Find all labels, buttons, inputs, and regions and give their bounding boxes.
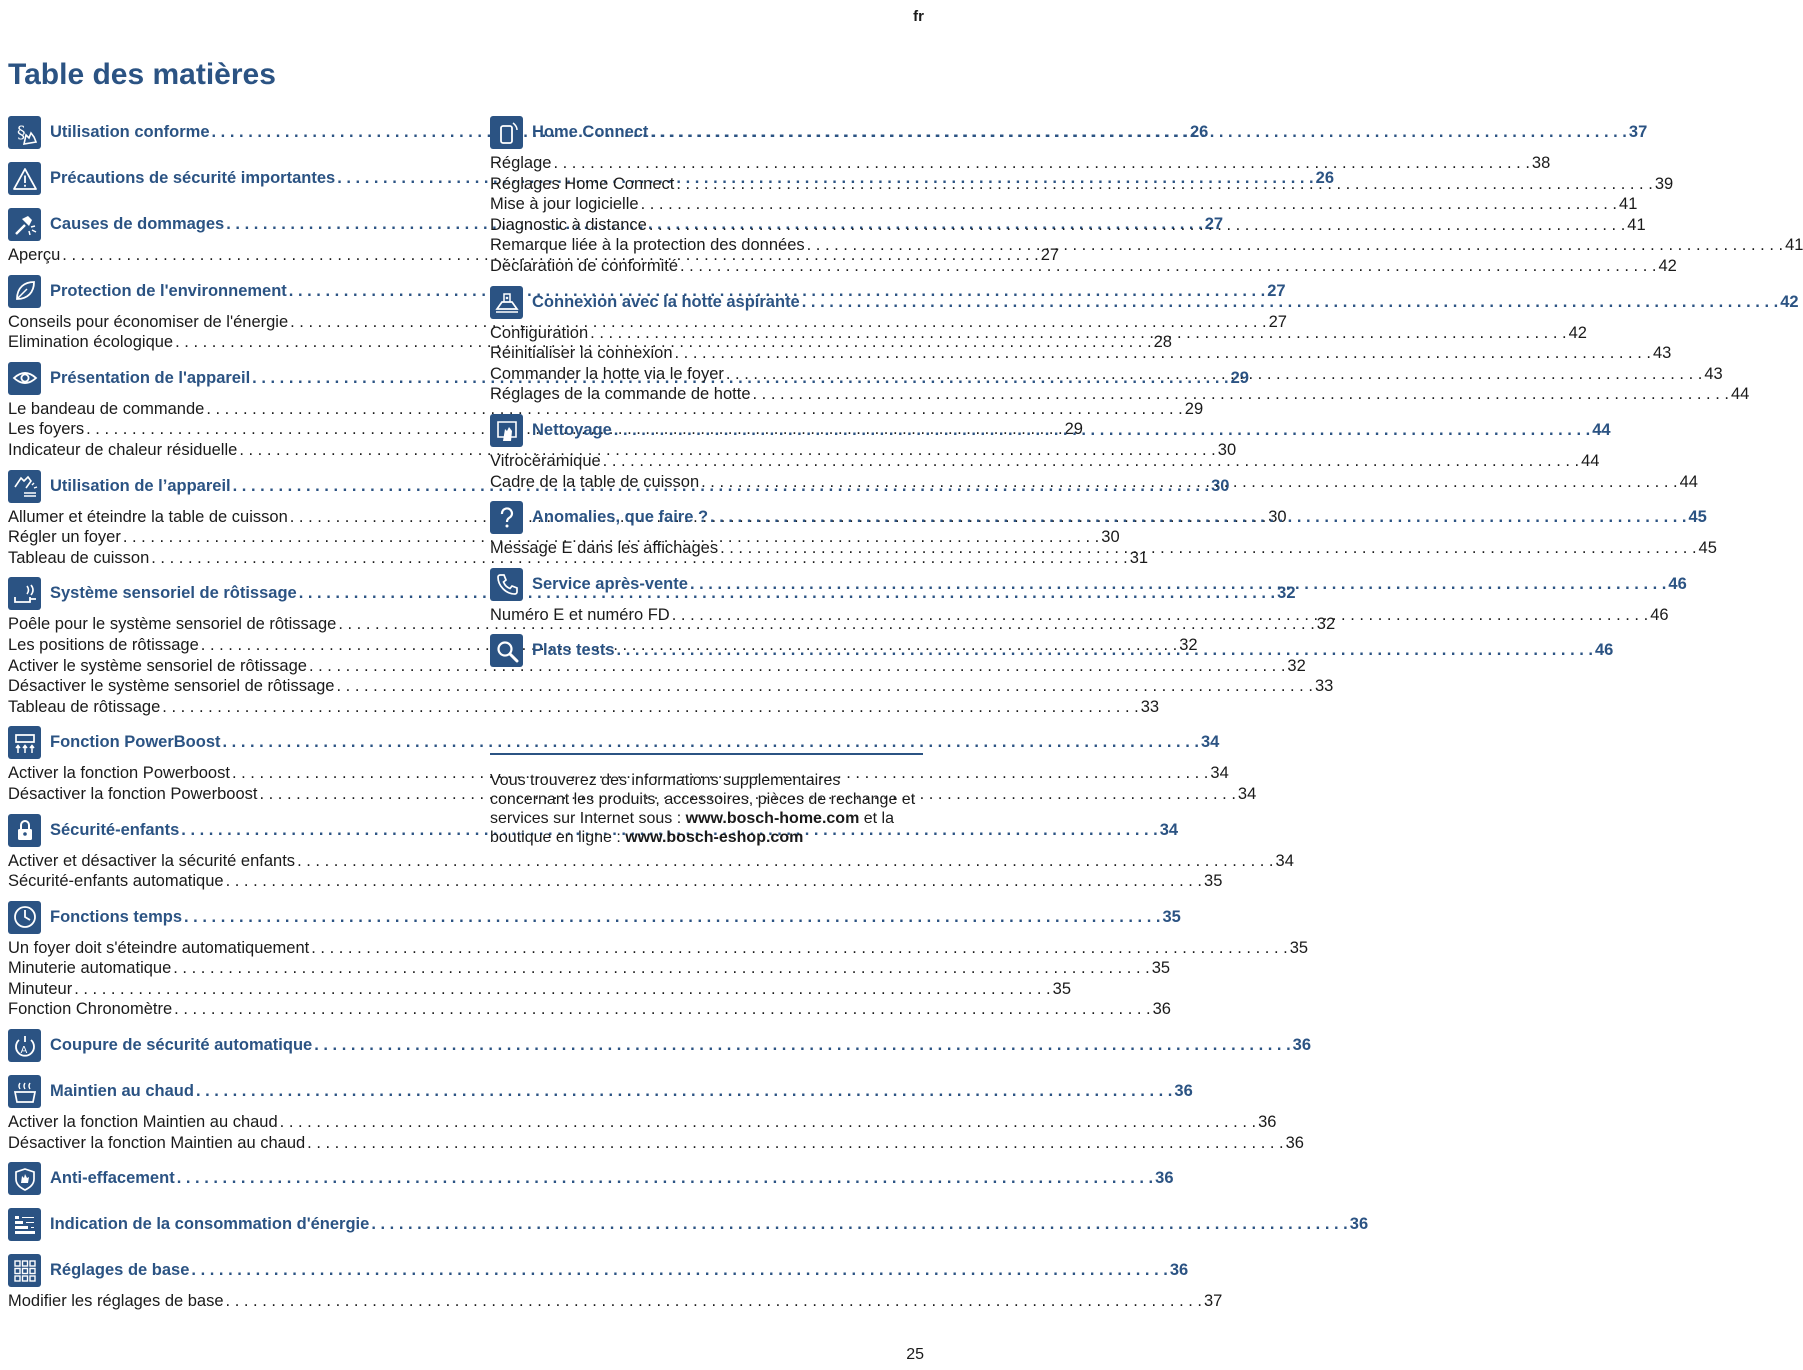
dot-leader (191, 1261, 1167, 1280)
toc-entry[interactable] (8, 1112, 1277, 1133)
toc-heading-page: 34 (1159, 820, 1179, 839)
toc-entry[interactable] (8, 399, 1204, 420)
toc-heading-page: 32 (1277, 584, 1296, 603)
toc-entry-label: Commander la hotte via le foyer (490, 364, 724, 383)
toc-heading-title: Indication de la consommation d'énergie (50, 1215, 370, 1234)
toc-heading-title: Utilisation de l’appareil (50, 476, 231, 495)
toc-entry-label: Allumer et éteindre la table de cuisson (8, 507, 288, 526)
toc-entry[interactable] (8, 676, 1334, 697)
toc-heading-page: 44 (1592, 420, 1611, 439)
toc-heading-page: 26 (1315, 169, 1334, 187)
dot-leader (223, 733, 1199, 752)
toc-entry-page: 36 (1152, 1000, 1171, 1019)
svg-text:A: A (20, 1044, 27, 1056)
toc-entry[interactable] (490, 194, 1638, 215)
dot-leader (690, 575, 1666, 594)
note-link-eshop[interactable]: www.bosch-eshop.com (625, 829, 804, 846)
dot-leader (672, 605, 1648, 626)
toc-entry-label: Le bandeau de commande (8, 399, 205, 418)
toc-entry-label: Désactiver la fonction Maintien au chaud (8, 1133, 306, 1152)
toc-entry-page: 29 (1184, 399, 1204, 418)
dot-leader (297, 851, 1273, 872)
toc-heading-page: 42 (1780, 292, 1799, 311)
toc-section-reglages-de-base (8, 1250, 1223, 1312)
dot-leader (676, 174, 1652, 195)
magnifier-icon (490, 634, 523, 667)
toc-heading-title: Fonctions temps (50, 907, 183, 926)
toc-entry-page: 33 (1314, 677, 1334, 696)
dot-leader (162, 697, 1138, 718)
toc-section-heading[interactable] (8, 1250, 1189, 1291)
toc-entry-page: 38 (1531, 154, 1551, 172)
toc-entry-page: 44 (1730, 385, 1750, 404)
toc-section-heading[interactable] (8, 1158, 1174, 1199)
toc-entry[interactable] (8, 763, 1229, 784)
toc-heading-line[interactable] (532, 508, 1707, 527)
page-number: 25 (906, 1346, 924, 1363)
toc-section-coupure-de-securite-automatique (8, 1025, 1312, 1066)
toc-heading-title: Protection de l'environnement (50, 281, 287, 300)
toc-heading-page: 26 (1189, 123, 1209, 141)
toc-heading-line[interactable] (532, 123, 1647, 142)
toc-entry-page: 34 (1237, 784, 1257, 803)
toc-heading-line[interactable] (50, 1261, 1188, 1280)
toc-entry-page: 37 (1204, 1292, 1223, 1311)
toc-entry[interactable] (490, 256, 1677, 277)
toc-heading-page: 36 (1169, 1261, 1189, 1280)
toc-entry-label: Désactiver le système sensoriel de rôtissage (8, 677, 335, 696)
dot-leader (174, 999, 1150, 1020)
toc-heading-page: 36 (1155, 1169, 1174, 1188)
keep-warm-pot-icon (8, 1075, 41, 1108)
toc-entry-page: 44 (1679, 472, 1698, 491)
toc-section-heading[interactable] (8, 1025, 1312, 1066)
toc-entry-page: 28 (1153, 333, 1172, 352)
toc-entry-label: Sécurité-enfants automatique (8, 872, 224, 891)
toc-entry-label: Mise à jour logicielle (490, 195, 639, 214)
toc-entry-label: Message E dans les affichages (490, 539, 719, 558)
toc-entry-label: Réglages de la commande de hotte (490, 385, 751, 404)
toc-heading-title: Précautions de sécurité importantes (50, 169, 336, 187)
toc-heading-title: Coupure de sécurité automatique (50, 1036, 313, 1055)
toc-entry-page: 35 (1151, 959, 1171, 978)
toc-entry[interactable] (490, 384, 1750, 405)
energy-bars-icon (8, 1208, 41, 1241)
dot-leader (603, 451, 1579, 472)
toc-entry-page: 30 (1101, 528, 1120, 547)
toc-heading-title: Réglages de base (50, 1261, 190, 1280)
dot-leader (226, 871, 1202, 892)
paragraph-hand-icon (8, 116, 41, 149)
toc-entry-label: Activer le système sensoriel de rôtissage (8, 656, 307, 675)
grid-settings-icon (8, 1254, 41, 1287)
dot-leader (726, 364, 1702, 385)
toc-entry-page: 29 (1064, 420, 1083, 439)
toc-entry[interactable] (8, 1291, 1223, 1312)
toc-entry-label: Réglages Home Connect (490, 174, 675, 193)
dot-leader (280, 1112, 1256, 1133)
toc-entry-page: 36 (1258, 1113, 1277, 1132)
toc-entry-label: Activer la fonction Powerboost (8, 764, 230, 783)
toc-entry[interactable] (8, 851, 1294, 872)
toc-heading-page: 34 (1200, 733, 1220, 752)
toc-heading-line[interactable] (50, 1036, 1311, 1055)
dot-leader (177, 1169, 1153, 1188)
dot-leader (553, 153, 1529, 174)
toc-heading-page: 29 (1230, 368, 1249, 387)
toc-entry-page: 31 (1129, 548, 1149, 567)
toc-heading-title: Anti-effacement (50, 1169, 175, 1188)
dot-leader (307, 1133, 1283, 1154)
toc-entry[interactable] (490, 451, 1600, 472)
toc-section-indication-de-la-consommation-d-energie (8, 1204, 1369, 1245)
toc-heading-title: Nettoyage (532, 420, 612, 439)
toc-section-heading[interactable] (8, 1204, 1369, 1245)
toc-entry-label: Activer la fonction Maintien au chaud (8, 1113, 278, 1132)
dot-leader (710, 508, 1686, 527)
toc-entry[interactable] (8, 697, 1160, 718)
toc-entry-label: Poêle pour le système sensoriel de rôtissage (8, 615, 337, 634)
language-tag: fr (913, 8, 924, 25)
toc-heading-page: 46 (1668, 574, 1687, 593)
toc-entry-label: Réglage (490, 154, 552, 172)
phone-icon (490, 568, 523, 601)
toc-heading-title: Sécurité-enfants (50, 820, 180, 839)
toc-heading-line[interactable] (50, 1082, 1193, 1101)
toc-entry-page: 35 (1052, 979, 1072, 998)
toc-entry-page: 39 (1654, 174, 1674, 193)
leaf-icon (8, 275, 41, 308)
toc-heading-page: 36 (1349, 1215, 1369, 1234)
toc-entry-label: Tableau de rôtissage (8, 697, 161, 716)
dot-leader (641, 194, 1617, 215)
toc-heading-page: 36 (1292, 1036, 1312, 1055)
toc-entry-label: Fonction Chronomètre (8, 1000, 173, 1019)
toc-entry[interactable] (8, 979, 1072, 1000)
toc-heading-page: 36 (1174, 1082, 1193, 1101)
dot-leader (675, 343, 1651, 364)
toc-section-anti-effacement (8, 1158, 1174, 1199)
toc-entry[interactable] (8, 871, 1223, 892)
toc-entry-page: 32 (1287, 656, 1306, 675)
dot-leader (196, 1082, 1172, 1101)
toc-section-maintien-au-chaud (8, 1071, 1304, 1153)
eye-icon (8, 362, 41, 395)
divider (490, 753, 923, 755)
note-text-2: et la boutique en ligne : (490, 810, 894, 846)
toc-heading-line[interactable] (532, 641, 1613, 660)
dot-leader (74, 979, 1050, 1000)
toc-heading-page: 27 (1204, 215, 1224, 233)
dot-leader (614, 421, 1590, 440)
dot-leader (336, 676, 1312, 697)
toc-entry-page: 30 (1268, 507, 1287, 526)
toc-entry-page: 30 (1217, 440, 1237, 459)
svg-text:§: § (16, 122, 25, 143)
toc-entry-page: 45 (1698, 539, 1717, 558)
toc-heading-title: Anomalies, que faire ? (532, 508, 709, 527)
toc-heading-title: Utilisation conforme (50, 123, 210, 141)
toc-entry-label: Minuterie automatique (8, 959, 172, 978)
toc-entry-label: Conseils pour économiser de l'énergie (8, 312, 289, 331)
toc-heading-title: Fonction PowerBoost (50, 733, 221, 752)
toc-entry-label: Déclaration de conformité (490, 256, 679, 275)
toc-entry-page: 33 (1140, 697, 1160, 716)
toc-entry[interactable] (8, 527, 1120, 548)
dot-leader (807, 235, 1783, 256)
dot-leader (650, 123, 1626, 142)
toc-entry-page: 34 (1275, 851, 1294, 870)
lock-icon (8, 814, 41, 847)
toc-heading-title: Présentation de l'appareil (50, 368, 251, 387)
toc-heading-line[interactable] (532, 421, 1611, 440)
cleaning-icon (490, 414, 523, 447)
toc-entry-page: 41 (1785, 236, 1803, 255)
home-connect-icon (490, 116, 523, 149)
toc-heading-page: 45 (1688, 508, 1707, 527)
toc-entry-label: Désactiver la fonction Powerboost (8, 784, 258, 803)
toc-entry[interactable] (8, 784, 1257, 805)
toc-entry-label: Vitrocéramique (490, 451, 601, 470)
toc-entry-label: Elimination écologique (8, 333, 174, 352)
info-note (490, 771, 923, 847)
toc-entry-label: Configuration (490, 323, 589, 342)
toc-heading-page: 46 (1595, 641, 1614, 660)
dot-leader (701, 472, 1677, 493)
toc-entry-label: Aperçu (8, 246, 61, 264)
toc-entry-page: 43 (1704, 364, 1723, 383)
toc-entry-label: Modifier les réglages de base (8, 1292, 224, 1311)
toc-heading-line[interactable] (50, 733, 1219, 752)
toc-heading-title: Service après-vente (532, 574, 688, 593)
toc-entry[interactable] (490, 153, 1551, 174)
hand-hob-icon (8, 470, 41, 503)
toc-entry-page: 42 (1568, 323, 1587, 342)
toc-entry[interactable] (490, 343, 1672, 364)
toc-entry-label: Les foyers (8, 420, 85, 439)
toc-heading-line[interactable] (50, 908, 1181, 927)
toc-entry[interactable] (8, 958, 1171, 979)
dot-leader (720, 538, 1696, 559)
toc-heading-page: 27 (1267, 281, 1286, 300)
toc-section-heading[interactable] (8, 1071, 1193, 1112)
hood-icon (490, 286, 523, 319)
toc-heading-title: Home Connect (532, 123, 649, 141)
hand-shield-icon (8, 1162, 41, 1195)
toc-entry-label: Diagnostic à distance (490, 215, 647, 234)
toc-heading-page: 30 (1211, 476, 1230, 495)
toc-entry-label: Réinitialiser la connexion (490, 344, 673, 363)
frying-sensor-icon (8, 577, 41, 610)
toc-entry-label: Un foyer doit s'éteindre automatiquement (8, 938, 310, 957)
toc-entry-label: Les positions de rôtissage (8, 635, 199, 654)
warning-triangle-icon (8, 162, 41, 195)
toc-entry-page: 42 (1658, 256, 1677, 275)
toc-heading-page: 37 (1628, 123, 1648, 141)
toc-entry-page: 43 (1652, 344, 1672, 363)
toc-heading-line[interactable] (50, 1169, 1174, 1188)
toc-section-fonctions-temps (8, 897, 1309, 1020)
note-link-home[interactable]: www.bosch-home.com (685, 810, 860, 827)
toc-entry-page: 32 (1179, 635, 1198, 654)
toc-heading-line[interactable] (532, 293, 1799, 312)
dot-leader (226, 1291, 1202, 1312)
toc-entry-label: Activer et désactiver la sécurité enfants (8, 851, 296, 870)
toc-entry[interactable] (8, 938, 1309, 959)
toc-entry-label: Minuteur (8, 979, 73, 998)
dot-leader (753, 384, 1729, 405)
powerboost-pot-icon (8, 726, 41, 759)
hammer-impact-icon (8, 208, 41, 241)
toc-entry-label: Numéro E et numéro FD (490, 605, 670, 624)
toc-heading-page: 35 (1162, 907, 1181, 926)
dot-leader (173, 958, 1149, 979)
toc-heading-line[interactable] (532, 575, 1687, 594)
toc-entry-page: 34 (1210, 764, 1229, 783)
dot-leader (311, 938, 1287, 959)
toc-entry-page: 35 (1204, 872, 1223, 891)
toc-entry[interactable] (8, 999, 1171, 1020)
question-icon (490, 501, 523, 534)
toc-section-heading[interactable] (8, 897, 1181, 938)
toc-entry-page: 41 (1619, 195, 1638, 214)
toc-heading-line[interactable] (50, 1215, 1368, 1234)
toc-heading-title: Causes de dommages (50, 215, 225, 233)
toc-entry-page: 27 (1268, 312, 1287, 331)
dot-leader (649, 215, 1625, 236)
note-text: Vous trouverez des informations supplementaires concernant les produits, accessoires, pièces de rechange et services sur Internet sous : (490, 772, 916, 827)
toc-entry-label: Tableau de cuisson (8, 548, 150, 567)
dot-leader (617, 641, 1593, 660)
dot-leader (802, 293, 1778, 312)
toc-entry-page: 41 (1627, 215, 1646, 234)
page-title: Table des matières (8, 58, 276, 91)
dot-leader (184, 908, 1160, 927)
auto-shutoff-icon (8, 1029, 41, 1062)
toc-entry-page: 44 (1581, 451, 1600, 470)
toc-entry-page: 27 (1040, 246, 1060, 264)
toc-entry-label: Remarque liée à la protection des données (490, 236, 805, 255)
toc-entry-page: 36 (1285, 1133, 1304, 1152)
toc-entry-page: 32 (1316, 615, 1336, 634)
dot-leader (314, 1036, 1290, 1055)
dot-leader (680, 256, 1656, 277)
toc-entry-label: Indicateur de chaleur résiduelle (8, 440, 238, 459)
toc-entry-page: 46 (1650, 605, 1669, 624)
toc-entry-page: 35 (1289, 938, 1309, 957)
dot-leader (371, 1215, 1347, 1234)
clock-icon (8, 901, 41, 934)
toc-heading-title: Système sensoriel de rôtissage (50, 584, 297, 603)
toc-entry[interactable] (8, 1133, 1304, 1154)
toc-entry-label: Cadre de la table de cuisson (490, 472, 700, 491)
toc-heading-title: Connexion avec la hotte aspirante (532, 292, 800, 311)
toc-entry[interactable] (8, 656, 1306, 677)
toc-entry-label: Régler un foyer (8, 528, 121, 547)
toc-heading-title: Plats tests (532, 641, 615, 660)
toc-heading-title: Maintien au chaud (50, 1082, 194, 1101)
toc-section-heading[interactable] (8, 722, 1220, 763)
dot-leader (590, 323, 1566, 344)
